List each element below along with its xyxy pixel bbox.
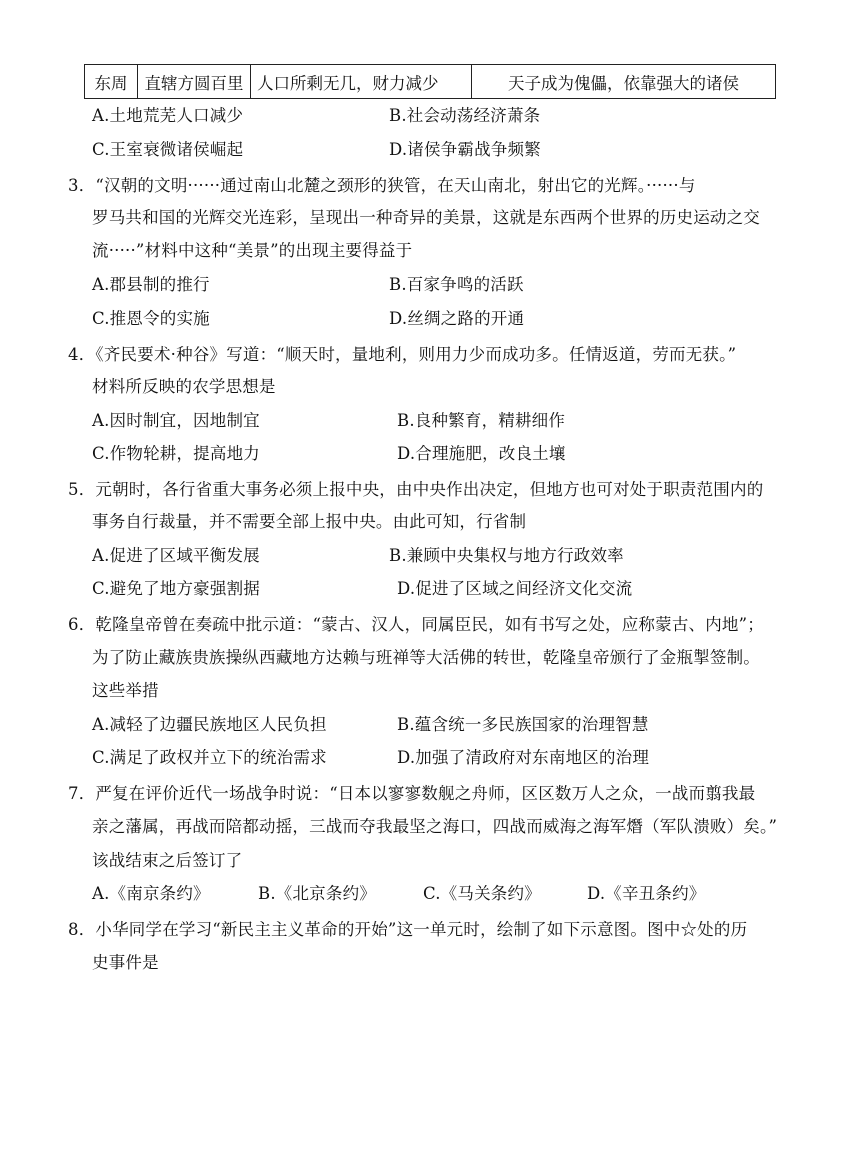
q5-stem-line1: 5．元朝时，各行省重大事务必须上报中央，由中央作出决定，但地方也可对处于职责范围内的: [68, 480, 764, 499]
q3-option-c: C.推恩令的实施: [92, 309, 210, 328]
q7-stem-line3: 该战结束之后签订了: [92, 851, 243, 870]
q7-option-c: C.《马关条约》: [423, 884, 541, 903]
q3-option-d: D.丝绸之路的开通: [389, 309, 525, 328]
q5-option-b: B.兼顾中央集权与地方行政效率: [389, 546, 624, 565]
table-row: [85, 65, 776, 99]
q2-option-d: D.诸侯争霸战争频繁: [389, 140, 541, 159]
q3-stem-line3: 流·····”材料中这种“美景”的出现主要得益于: [92, 241, 413, 260]
q2-option-a: A.土地荒芜人口减少: [92, 106, 244, 125]
q5-stem-line2: 事务自行裁量，并不需要全部上报中央。由此可知，行省制: [92, 512, 527, 531]
dynasty-table: [84, 64, 776, 99]
q7-stem-line1: 7．严复在评价近代一场战争时说：“日本以寥寥数舰之舟师，区区数万人之众，一战而翦我最: [68, 784, 756, 803]
q6-option-c: C.满足了政权并立下的统治需求: [92, 748, 327, 767]
q6-stem-line2: 为了防止藏族贵族操纵西藏地方达赖与班禅等大活佛的转世，乾隆皇帝颁行了金瓶掣签制。: [92, 648, 760, 667]
q7-option-b: B.《北京条约》: [258, 884, 376, 903]
q3-stem-line1: 3．“汉朝的文明······通过南山北麓之颈形的狭管，在天山南北，射出它的光辉。······与: [68, 176, 696, 195]
table-cell-dynasty: 东周: [85, 65, 138, 99]
q8-stem-line1: 8．小华同学在学习“新民主主义革命的开始”这一单元时，绘制了如下示意图。图中☆处的历: [68, 920, 748, 939]
q7-option-a: A.《南京条约》: [92, 884, 210, 903]
q5-option-d: D.促进了区域之间经济文化交流: [397, 579, 633, 598]
q4-stem-line1: 4．《齐民要术·种谷》写道：“顺天时，量地利，则用力少而成功多。任情返道，劳而无获。”: [68, 345, 737, 364]
q5-option-c: C.避免了地方豪强割据: [92, 579, 260, 598]
q4-stem-line2: 材料所反映的农学思想是: [92, 377, 276, 396]
q6-stem-line1: 6．乾隆皇帝曾在奏疏中批示道：“蒙古、汉人，同属臣民，如有书写之处，应称蒙古、内地”；: [68, 615, 764, 634]
table-cell-status: 天子成为傀儡，依靠强大的诸侯: [472, 65, 776, 99]
q8-stem-line2: 史事件是: [92, 953, 159, 972]
q7-stem-line2: 亲之藩属，再战而陪都动摇，三战而夺我最坚之海口，四战而威海之海军熸（军队溃败）矣。”: [92, 817, 778, 836]
q6-option-a: A.减轻了边疆民族地区人民负担: [92, 715, 327, 734]
q6-option-d: D.加强了清政府对东南地区的治理: [397, 748, 650, 767]
q4-option-c: C.作物轮耕，提高地力: [92, 444, 260, 463]
q7-option-d: D.《辛丑条约》: [587, 884, 706, 903]
q6-stem-line3: 这些举措: [92, 681, 159, 700]
q4-option-a: A.因时制宜，因地制宜: [92, 411, 260, 430]
q4-option-b: B.良种繁育，精耕细作: [397, 411, 566, 430]
q6-option-b: B.蕴含统一多民族国家的治理智慧: [397, 715, 649, 734]
q3-option-a: A.郡县制的推行: [92, 275, 210, 294]
q3-option-b: B.百家争鸣的活跃: [389, 275, 524, 294]
q3-stem-line2: 罗马共和国的光辉交光连彩，呈现出一种奇异的美景，这就是东西两个世界的历史运动之交: [92, 208, 760, 227]
table-cell-population: 人口所剩无几，财力减少: [251, 65, 472, 99]
table-cell-territory: 直辖方圆百里: [138, 65, 251, 99]
q2-option-b: B.社会动荡经济萧条: [389, 106, 541, 125]
q2-option-c: C.王室衰微诸侯崛起: [92, 140, 244, 159]
q4-option-d: D.合理施肥，改良土壤: [397, 444, 566, 463]
q5-option-a: A.促进了区域平衡发展: [92, 546, 260, 565]
